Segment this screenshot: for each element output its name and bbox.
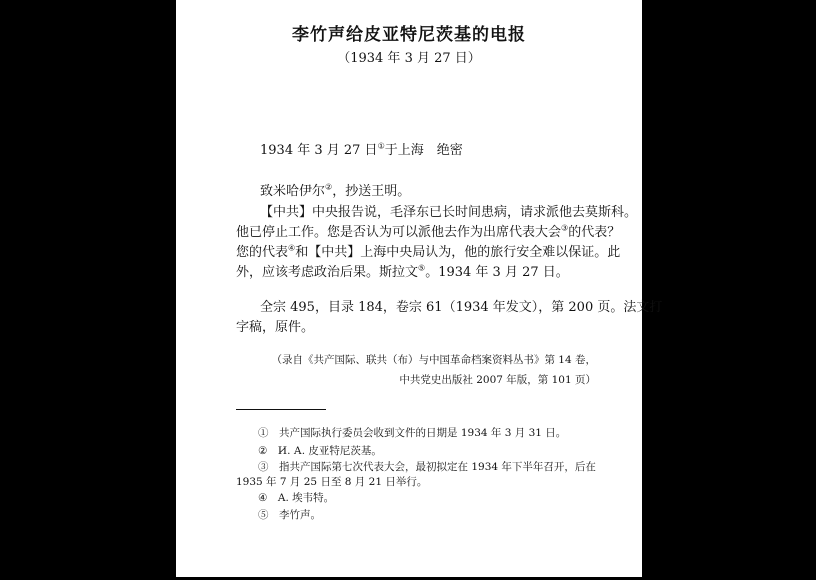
footnote-3-cont: 1935 年 7 月 25 日至 8 月 21 日举行。 (236, 476, 428, 488)
footnote-ref-5[interactable]: ⑤ (418, 263, 426, 273)
footnote-3: ③ 指共产国际第七次代表大会，最初拟定在 1934 年下半年召开，后在 (258, 461, 596, 473)
body-text: 外，应该考虑政治后果。斯拉文 (236, 265, 419, 280)
footnote-divider (236, 409, 326, 410)
body-line-3 (236, 241, 620, 260)
body-text: 您的代表 (236, 245, 289, 260)
header-place: 于上海 绝密 (384, 143, 463, 158)
body-line-1: 【中共】中央报告说，毛泽东已长时间患病，请求派他去莫斯科。 (260, 205, 638, 220)
footnote-ref-1[interactable]: ① (377, 141, 385, 151)
body-text: 。1934 年 3 月 27 日。 (425, 265, 569, 280)
header-date: 1934 年 3 月 27 日 (260, 143, 378, 158)
source-line-1: （录自《共产国际、联共（布）与中国革命档案资料丛书》第 14 卷， (271, 354, 596, 366)
archive-line-2: 字稿，原件。 (236, 320, 315, 335)
source-line-2: 中共党史出版社 2007 年版，第 101 页） (399, 374, 596, 386)
addressee-cc: ，抄送王明。 (332, 184, 411, 199)
footnote-1: ① 共产国际执行委员会收到文件的日期是 1934 年 3 月 31 日。 (258, 427, 567, 439)
footnote-ref-4[interactable]: ④ (288, 243, 296, 253)
body-text: 和【中共】上海中央局认为，他的旅行安全难以保证。此 (295, 245, 621, 260)
document-page (176, 0, 663, 577)
addressee-text: 致米哈伊尔 (260, 184, 326, 199)
document-date: （1934 年 3 月 27 日） (337, 51, 481, 66)
document-title: 李竹声给皮亚特尼茨基的电报 (292, 25, 526, 45)
body-text: 他已停止工作。您是否认为可以派他去作为出席代表大会 (236, 225, 562, 240)
archive-line-1: 全宗 495，目录 184，卷宗 61（1934 年发文），第 200 页。法文打 (260, 300, 663, 315)
footnote-5: ⑤ 李竹声。 (258, 509, 321, 521)
body-line-4 (236, 261, 569, 280)
body-text: 的代表？ (568, 225, 621, 240)
footnote-ref-2[interactable]: ② (325, 182, 333, 192)
telegram-header (260, 139, 463, 158)
footnote-2: ② И. А. 皮亚特尼茨基。 (258, 445, 382, 457)
addressee-line (260, 180, 410, 199)
body-line-2 (236, 221, 620, 240)
footnote-ref-3[interactable]: ③ (561, 223, 569, 233)
footnote-4: ④ A. 埃韦特。 (258, 492, 335, 504)
